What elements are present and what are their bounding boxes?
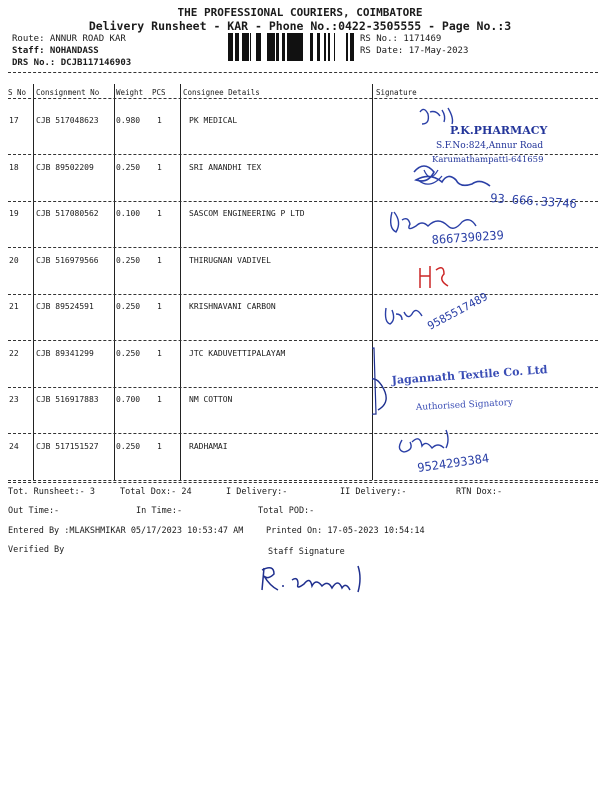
row-pcs: 1 [157,441,162,451]
footer-divider [8,482,598,483]
staff-label: Staff: NOHANDASS [12,46,99,56]
row-consignee: JTC KADUVETTIPALAYAM [189,348,286,358]
row-consignee: SRI ANANDHI TEX [189,162,262,172]
row-consignee: NM COTTON [189,395,233,404]
row-pcs: 1 [157,302,162,311]
col-divider [372,84,373,480]
rs-date: RS Date: 17-May-2023 [360,46,469,56]
row-consignment-no: CJB 516979566 [36,255,99,265]
row-sno: 17 [9,116,19,125]
row-weight: 0.250 [116,348,141,358]
row-divider [8,340,598,341]
handwritten-signature [420,266,448,288]
handwritten-signature [420,108,453,124]
header-row-divider [8,98,598,99]
entered-by: Entered By :MLAKSHMIKAR 05/17/2023 10:53:47 AM [8,526,244,536]
handwritten-signature [414,166,490,186]
row-sno: 20 [9,255,19,265]
jtc-stamp-authorised: Authorised Signatory [415,397,514,413]
row-divider [8,433,598,434]
pharmacy-stamp-city: Karumathampatti-641659 [432,155,544,165]
col-pcs: PCS [152,88,166,97]
row-divider [8,480,598,481]
row-sno: 24 [9,441,19,451]
row-consignee: RADHAMAI [189,441,228,451]
col-signature: Signature [376,88,417,97]
row-weight: 0.980 [116,116,141,125]
row-weight: 0.250 [116,441,141,451]
i-delivery: I Delivery:- [226,487,288,497]
handwritten-phone: 8667390239 [431,227,505,247]
col-consignee: Consignee Details [183,88,260,97]
drs-number: DRS No.: DCJB117146903 [12,58,132,68]
row-divider [8,247,598,248]
row-pcs: 1 [157,209,162,218]
row-consignee: SASCOM ENGINEERING P LTD [189,209,305,218]
row-weight: 0.250 [116,162,141,172]
total-runsheet: Tot. Runsheet:- 3 [8,487,95,497]
rs-number: RS No.: 1171469 [360,34,442,44]
col-weight: Weight [116,88,144,97]
row-sno: 19 [9,209,19,218]
row-consignment-no: CJB 517048623 [36,116,99,125]
row-pcs: 1 [157,116,162,125]
row-divider [8,201,598,202]
row-sno: 23 [9,395,19,404]
row-consignment-no: CJB 89341299 [36,348,94,358]
handwritten-signature [391,212,476,232]
row-pcs: 1 [157,162,162,172]
row-divider [8,387,598,388]
verified-by: Verified By [8,545,65,555]
staff-signature-label: Staff Signature [268,547,345,557]
row-weight: 0.100 [116,209,141,218]
row-consignee: KRISHNAVANI CARBON [189,302,276,311]
row-consignment-no: CJB 89502209 [36,162,94,172]
in-time: In Time:- [136,506,183,516]
handwritten-signature [372,379,386,410]
staff-signature [256,558,396,598]
row-weight: 0.250 [116,302,141,311]
row-consignee: THIRUGNAN VADIVEL [189,255,271,265]
row-consignment-no: CJB 516917883 [36,395,99,404]
route-label: Route: ANNUR ROAD KAR [12,34,126,44]
out-time: Out Time:- [8,506,60,516]
barcode [228,33,356,61]
row-consignment-no: CJB 517080562 [36,209,99,218]
row-divider [8,154,598,155]
row-consignment-no: CJB 517151527 [36,441,99,451]
handwritten-phone: 93 666.33746 [489,191,578,212]
total-dox: Total Dox:- 24 [120,487,192,497]
handwritten-signature [418,170,442,184]
row-weight: 0.250 [116,255,141,265]
row-pcs: 1 [157,395,162,404]
pharmacy-stamp-address: S.F.No:824,Annur Road [436,141,544,151]
ii-delivery: II Delivery:- [340,487,407,497]
col-divider [33,84,34,480]
row-divider [8,294,598,295]
handwritten-phone: 9524293384 [416,451,490,475]
header-divider [8,72,598,73]
signature-area [372,100,600,490]
handwritten-phone: 9585517489 [425,290,490,333]
rtn-dox: RTN Dox:- [456,487,503,497]
row-weight: 0.700 [116,395,141,404]
handwritten-signature [386,308,423,324]
row-sno: 21 [9,302,19,311]
col-divider [114,84,115,480]
row-consignment-no: CJB 89524591 [36,302,94,311]
handwritten-signature [262,566,360,592]
col-divider [180,84,181,480]
row-pcs: 1 [157,255,162,265]
printed-on: Printed On: 17-05-2023 10:54:14 [266,526,425,536]
row-sno: 18 [9,162,19,172]
runsheet-subtitle: Delivery Runsheet - KAR - Phone No.:0422-3505555 - Page No.:3 [88,19,512,33]
row-consignee: PK MEDICAL [189,116,238,125]
col-consignment: Consignment No [36,88,100,97]
company-title: THE PROFESSIONAL COURIERS, COIMBATORE [177,6,423,19]
row-pcs: 1 [157,348,162,358]
col-sno: S No [8,88,27,97]
total-pod: Total POD:- [258,506,315,516]
pharmacy-stamp-name: P.K.PHARMACY [450,124,548,137]
row-sno: 22 [9,348,19,358]
jtc-stamp-name: Jagannath Textile Co. Ltd [391,363,548,387]
